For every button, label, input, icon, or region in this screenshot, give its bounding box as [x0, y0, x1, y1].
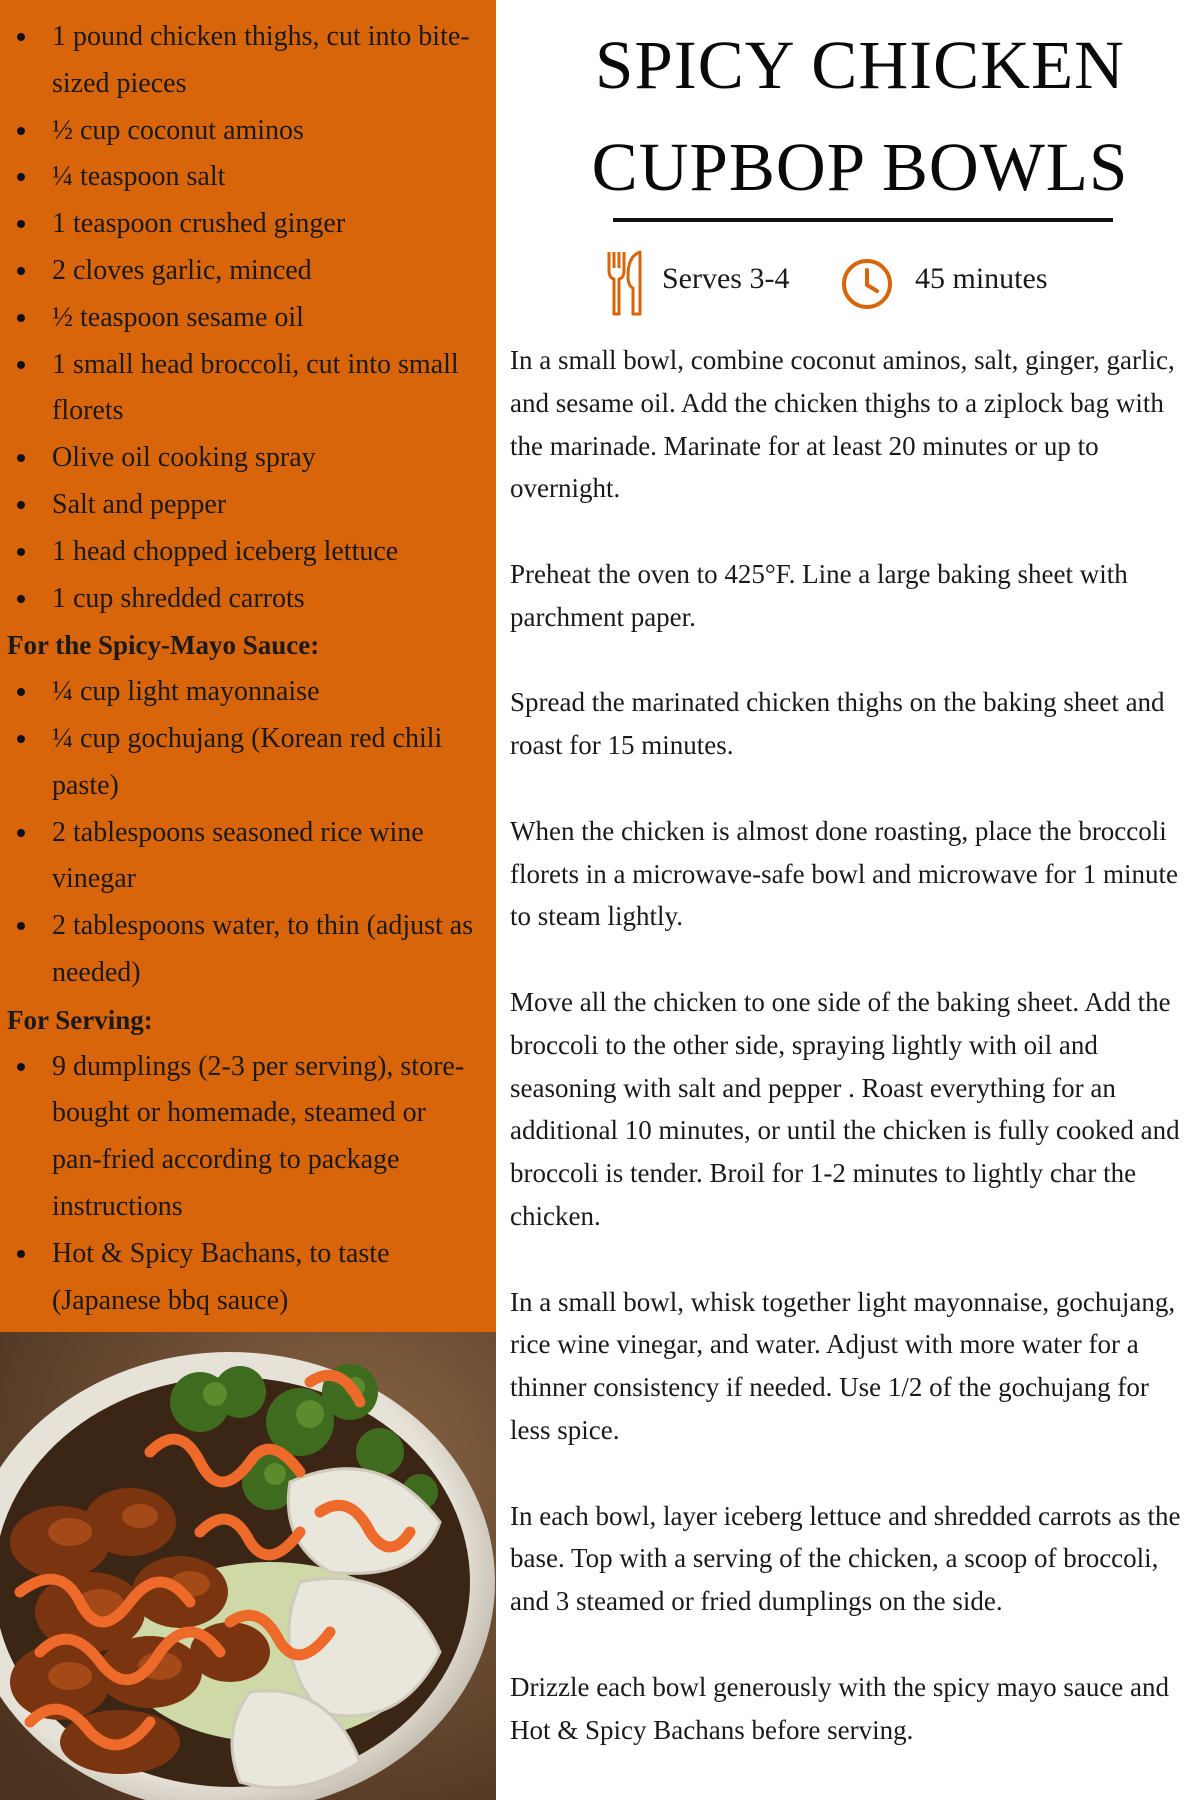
bullet-icon — [17, 173, 25, 181]
list-item: ¼ cup gochujang (Korean red chili paste) — [0, 716, 496, 810]
list-item: 1 teaspoon crushed ginger — [0, 201, 496, 248]
list-item: 1 head chopped iceberg lettuce — [0, 529, 496, 576]
bullet-icon — [17, 735, 25, 743]
list-item: ½ cup coconut aminos — [0, 108, 496, 155]
instruction-step: In a small bowl, whisk together light mayonnaise, gochujang, rice wine vinegar, and water. Adjust with more water for a thinner consistency if needed. Use 1/2 of the gochujang for less spice. — [510, 1286, 1176, 1445]
bullet-icon — [17, 688, 25, 696]
instruction-step: Spread the marinated chicken thighs on the baking sheet and roast for 15 minutes. — [510, 687, 1165, 761]
list-item: Olive oil cooking spray — [0, 435, 496, 482]
time-text: 45 minutes — [915, 262, 1048, 295]
list-item: ¼ cup light mayonnaise — [0, 669, 496, 716]
bullet-icon — [17, 922, 25, 930]
instructions — [510, 339, 1190, 1794]
list-item: 2 cloves garlic, minced — [0, 248, 496, 295]
list-item: 9 dumplings (2-3 per serving), store-bought or homemade, steamed or pan-fried according to package instructions — [0, 1044, 496, 1231]
list-item: 2 tablespoons water, to thin (adjust as needed) — [0, 903, 496, 997]
sauce-ingredients-list — [0, 669, 496, 997]
list-item: 2 tablespoons seasoned rice wine vinegar — [0, 810, 496, 904]
bullet-icon — [17, 595, 25, 603]
recipe-meta — [0, 248, 1200, 322]
bullet-icon — [17, 1250, 25, 1258]
instruction-step: Drizzle each bowl generously with the spicy mayo sauce and Hot & Spicy Bachans before serving. — [510, 1671, 1170, 1745]
instruction-step: When the chicken is almost done roasting, place the broccoli florets in a microwave-safe bowl and microwave for 1 minute to steam lightly. — [510, 815, 1179, 932]
list-item: 1 small head broccoli, cut into small florets — [0, 342, 496, 436]
sauce-heading: For the Spicy-Mayo Sauce: — [7, 630, 320, 661]
list-item: ¼ teaspoon salt — [0, 154, 496, 201]
instruction-step: Move all the chicken to one side of the baking sheet. Add the broccoli to the other side, spraying lightly with oil and seasoning with salt and pepper . Roast everything for an additional 10 minutes, or until the chicken is fully cooked and broccoli is tender. Broil for 1-2 minutes to lightly char the chicken. — [510, 986, 1180, 1231]
bullet-icon — [17, 548, 25, 556]
recipe-title — [520, 14, 1200, 218]
bullet-icon — [17, 127, 25, 135]
bullet-icon — [17, 220, 25, 228]
list-item: 1 pound chicken thighs, cut into bite-sized pieces — [0, 14, 496, 108]
bullet-icon — [17, 829, 25, 837]
title-divider — [613, 218, 1113, 222]
title-line-2: CUPBOP BOWLS — [591, 129, 1129, 205]
fork-knife-icon — [606, 248, 644, 323]
list-item: Hot & Spicy Bachans, to taste (Japanese bbq sauce) — [0, 1231, 496, 1325]
list-item: 1 cup shredded carrots — [0, 576, 496, 623]
serving-heading: For Serving: — [7, 1004, 153, 1035]
serving-ingredients-list — [0, 1044, 496, 1325]
food-photo — [0, 1332, 496, 1800]
list-item: ½ teaspoon sesame oil — [0, 295, 496, 342]
instruction-step: Preheat the oven to 425°F. Line a large baking sheet with parchment paper. — [510, 558, 1128, 632]
instruction-step: In a small bowl, combine coconut aminos, salt, ginger, garlic, and sesame oil. Add the chicken thighs to a ziplock bag with the marinade. Marinate for at least 20 minutes or up to overnight. — [510, 345, 1175, 504]
bullet-icon — [17, 33, 25, 41]
ingredients-panel — [0, 0, 496, 1332]
bullet-icon — [17, 454, 25, 462]
instruction-step: In each bowl, layer iceberg lettuce and shredded carrots as the base. Top with a serving of the chicken, a scoop of broccoli, and 3 steamed or fried dumplings on the side. — [510, 1500, 1181, 1617]
bullet-icon — [17, 501, 25, 509]
serves-text: Serves 3-4 — [662, 262, 790, 295]
title-line-1: SPICY CHICKEN — [595, 27, 1125, 103]
bullet-icon — [17, 361, 25, 369]
food-photo-illustration — [0, 1332, 496, 1800]
clock-icon — [840, 257, 894, 316]
bullet-icon — [17, 1063, 25, 1071]
list-item: Salt and pepper — [0, 482, 496, 529]
